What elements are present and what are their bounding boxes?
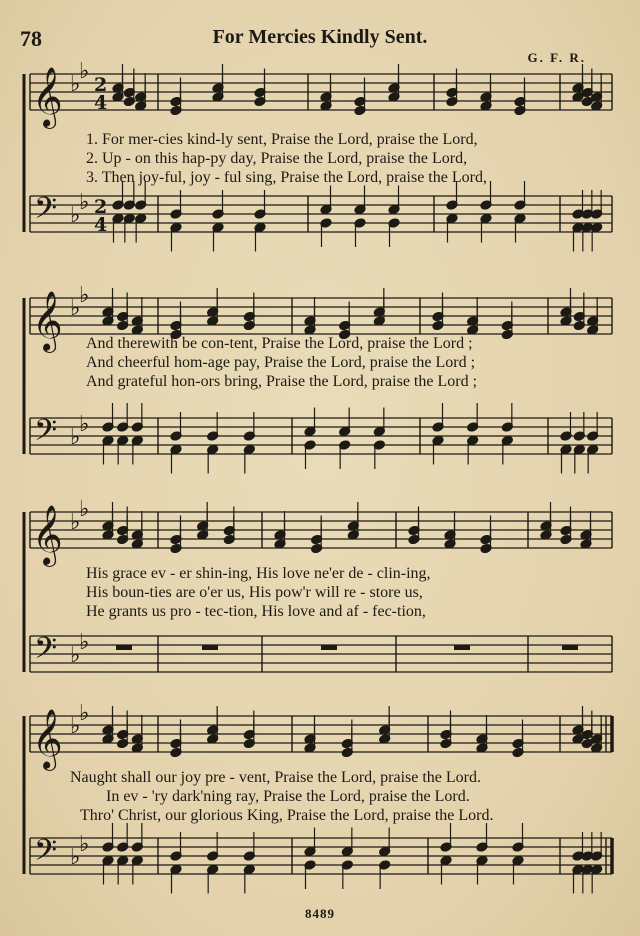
page-header — [0, 0, 640, 65]
page-number: 78 — [20, 26, 42, 51]
music-system-3 — [0, 492, 640, 702]
composer-initials: G. F. R. — [527, 50, 586, 65]
flat-sign: ♭ — [79, 62, 90, 84]
lyric-line: His grace ev - er shin-ing, His love ne'er de - clin-ing, — [86, 565, 431, 582]
flat-sign: ♭ — [70, 72, 81, 97]
lyric-line: 2. Up - on this hap-py day, Praise the Lord, praise the Lord, — [86, 150, 468, 167]
flat-sign: ♭ — [70, 203, 81, 228]
whole-rest — [202, 645, 218, 650]
flat-sign: ♭ — [79, 497, 90, 522]
treble-clef: 𝄞 — [32, 505, 63, 565]
lyric-line: His boun-ties are o'er us, His pow'r will re - store us, — [86, 584, 423, 601]
flat-sign: ♭ — [79, 283, 90, 308]
music-system-4 — [0, 700, 640, 906]
whole-rest — [116, 645, 132, 650]
time-signature-bottom: 4 — [94, 92, 108, 114]
time-signature-top: 2 — [94, 74, 108, 96]
lyric-line: And therewith be con-tent, Praise the Lord, praise the Lord ; — [86, 335, 473, 352]
lyric-line: Naught shall our joy pre - vent, Praise the Lord, praise the Lord. — [70, 769, 481, 786]
flat-sign: ♭ — [70, 643, 81, 668]
flat-sign: ♭ — [79, 190, 90, 215]
flat-sign: ♭ — [79, 630, 90, 655]
music-system-2 — [0, 282, 640, 492]
flat-sign: ♭ — [79, 701, 90, 726]
treble-clef: 𝄞 — [32, 291, 63, 351]
lyric-line: Thro' Christ, our glorious King, Praise the Lord, praise the Lord. — [80, 807, 494, 824]
flat-sign: ♭ — [70, 510, 81, 535]
treble-clef: 𝄞 — [32, 67, 63, 127]
time-signature-bottom: 4 — [94, 214, 108, 236]
lyric-line: He grants us pro - tec-tion, His love and af - fec-tion, — [86, 603, 426, 620]
flat-sign: ♭ — [79, 832, 90, 857]
bass-clef: 𝄢 — [34, 632, 58, 673]
bass-clef: 𝄢 — [34, 414, 58, 455]
treble-clef: 𝄞 — [32, 709, 63, 769]
lyric-line: And cheerful hom-age pay, Praise the Lord, praise the Lord ; — [86, 354, 476, 371]
plate-number: 8489 — [305, 906, 335, 921]
bass-clef: 𝄢 — [34, 834, 58, 875]
hymn-title: For Mercies Kindly Sent. — [212, 26, 428, 48]
lyric-line: 3. Then joy-ful, joy - ful sing, Praise the Lord, praise the Lord, — [86, 169, 487, 186]
lyric-line: In ev - 'ry dark'ning ray, Praise the Lord, praise the Lord. — [106, 788, 470, 805]
flat-sign: ♭ — [79, 412, 90, 437]
flat-sign: ♭ — [70, 425, 81, 450]
lyric-line: 1. For mer-cies kind-ly sent, Praise the Lord, praise the Lord, — [86, 131, 478, 148]
flat-sign: ♭ — [70, 714, 81, 739]
lyric-line: And grateful hon-ors bring, Praise the Lord, praise the Lord ; — [86, 373, 478, 390]
time-signature-top: 2 — [94, 196, 108, 218]
whole-rest — [454, 645, 470, 650]
flat-sign: ♭ — [70, 845, 81, 870]
bass-clef: 𝄢 — [34, 192, 58, 233]
whole-rest — [321, 645, 337, 650]
flat-sign: ♭ — [70, 296, 81, 321]
music-system-1 — [0, 62, 640, 282]
whole-rest — [562, 645, 578, 650]
